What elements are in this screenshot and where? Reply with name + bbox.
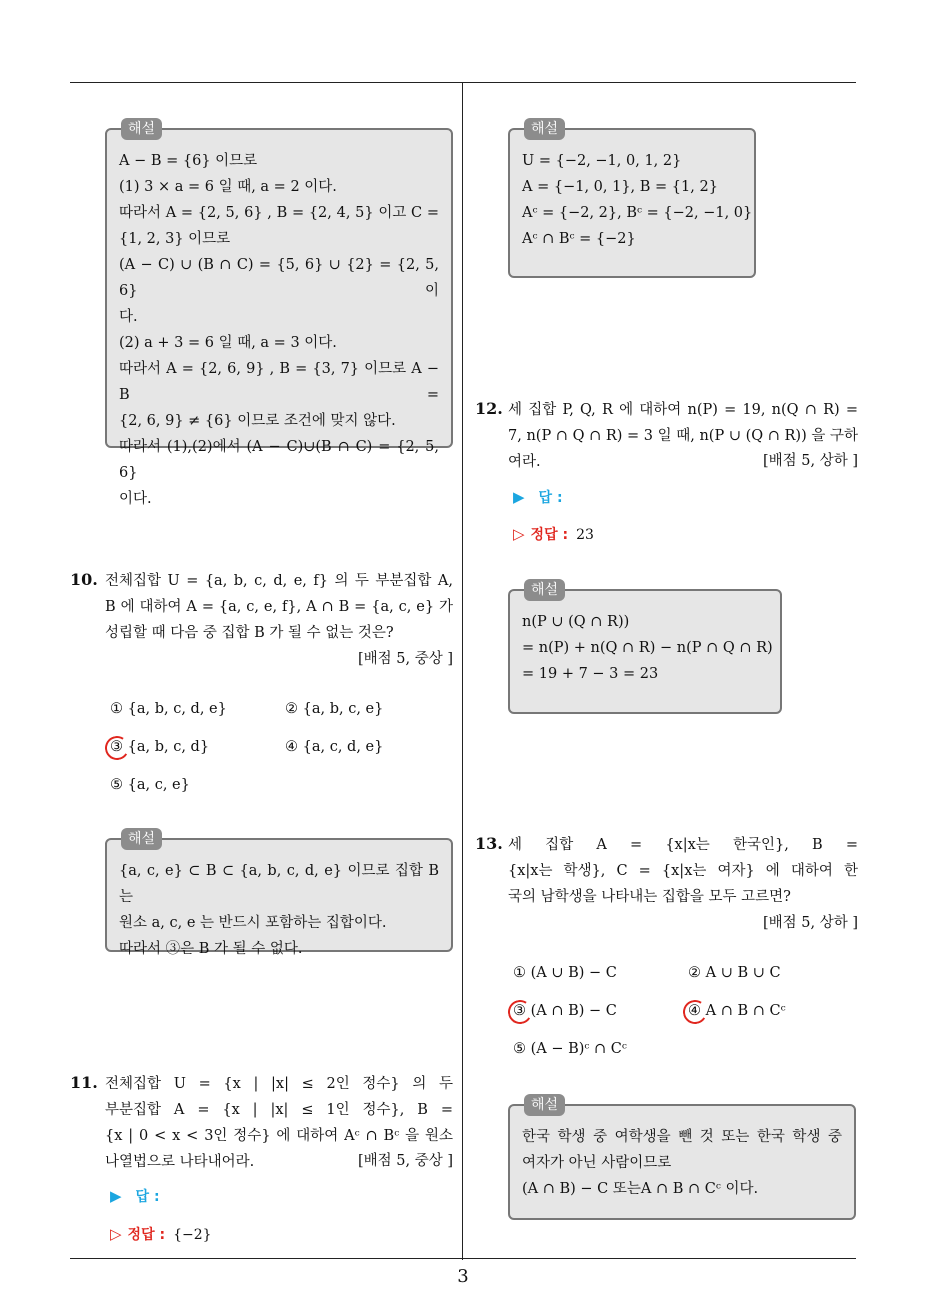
explanation-line: 원소 a, c, e 는 반드시 포함하는 집합이다. [119, 915, 387, 931]
question-13-number: 13. [475, 834, 503, 853]
question-10-number: 10. [70, 570, 98, 589]
explanation-line: n(P ∪ (Q ∩ R)) [522, 614, 630, 630]
question-line: 세 집합 P, Q, R 에 대하여 n(P) = 19, n(Q ∩ R) = [508, 402, 858, 418]
question-line: B 에 대하여 A = {a, c, e, f}, A ∩ B = {a, c, e} 가 [105, 599, 453, 615]
explanation-tag: 해설 [524, 1094, 565, 1116]
explanation-line: = n(P) + n(Q ∩ R) − n(P ∩ Q ∩ R) [522, 640, 773, 656]
explanation-line: A = {−1, 0, 1}, B = {1, 2} [522, 179, 718, 195]
q11-answer-field[interactable] [110, 1186, 160, 1206]
explanation-tag: 해설 [524, 118, 565, 140]
explanation-line: A − B = {6} 이므로 [119, 153, 258, 169]
q13-choice-4[interactable]: ④ A ∩ B ∩ Cᶜ [688, 1003, 786, 1019]
explanation-box-12 [508, 582, 782, 714]
question-line: 전체집합 U = {x | |x| ≤ 2인 정수} 의 두 [105, 1076, 453, 1092]
correct-label: 정답 : [127, 1227, 166, 1243]
q10-choice-1[interactable]: ① {a, b, c, d, e} [110, 701, 227, 717]
q13-choice-1[interactable]: ① (A ∪ B) − C [513, 965, 617, 981]
explanation-line: (A − C) ∪ (B ∩ C) = {5, 6} ∪ {2} = {2, 5, 6} 이 [119, 257, 439, 299]
q11-correct-answer [110, 1224, 212, 1244]
page-number: 3 [457, 1266, 469, 1287]
question-score: [배점 5, 중상 ] [357, 651, 453, 667]
answer-arrow-icon: ▶ [513, 488, 525, 506]
explanation-box-13 [508, 1097, 856, 1220]
q13-choice-3[interactable]: ③ (A ∩ B) − C [513, 1003, 617, 1019]
explanation-line: (A ∩ B) − C 또는A ∩ B ∩ Cᶜ 이다. [522, 1181, 759, 1197]
explanation-line: 다. [119, 309, 138, 325]
explanation-line: Aᶜ = {−2, 2}, Bᶜ = {−2, −1, 0} [522, 205, 753, 221]
explanation-line: 따라서 ③은 B 가 될 수 없다. [119, 941, 303, 957]
q13-choice-5[interactable]: ⑤ (A − B)ᶜ ∩ Cᶜ [513, 1041, 627, 1057]
bottom-rule [70, 1258, 856, 1259]
explanation-box-10 [105, 831, 453, 957]
explanation-tag: 해설 [121, 118, 162, 140]
correct-label: 정답 : [530, 527, 569, 543]
q10-choice-4[interactable]: ④ {a, c, d, e} [285, 739, 384, 755]
question-line: 성립할 때 다음 중 집합 B 가 될 수 없는 것은? [105, 625, 394, 641]
question-line: 전체집합 U = {a, b, c, d, e, f} 의 두 부분집합 A, [105, 573, 453, 589]
column-divider [462, 82, 463, 1260]
answer-arrow-icon: ▶ [110, 1187, 122, 1205]
explanation-box-11 [508, 121, 756, 278]
question-line: 7, n(P ∩ Q ∩ R) = 3 일 때, n(P ∪ (Q ∩ R)) 을 구하 [508, 428, 858, 444]
question-line: {x | 0 < x < 3인 정수} 에 대하여 Aᶜ ∩ Bᶜ 을 원소 [105, 1128, 453, 1144]
explanation-line: 따라서 A = {2, 6, 9} , B = {3, 7} 이므로 A − B = [119, 361, 439, 403]
correct-arrow-icon: ▷ [110, 1225, 122, 1243]
question-line: 여라. [508, 454, 541, 470]
q10-choice-2[interactable]: ② {a, b, c, e} [285, 701, 384, 717]
explanation-line: {a, c, e} ⊂ B ⊂ {a, b, c, d, e} 이므로 집합 B 는 [119, 863, 439, 905]
explanation-line: 따라서 (1),(2)에서 (A − C)∪(B ∩ C) = {2, 5, 6} [119, 439, 439, 481]
question-13-text [508, 832, 858, 936]
q12-correct-answer [513, 524, 594, 544]
explanation-line: 여자가 아닌 사람이므로 [522, 1155, 672, 1171]
question-line: {x|x는 학생}, C = {x|x는 여자} 에 대하여 한 [508, 863, 858, 879]
correct-arrow-icon: ▷ [513, 525, 525, 543]
explanation-line: (2) a + 3 = 6 일 때, a = 3 이다. [119, 335, 337, 351]
correct-value: 23 [576, 527, 594, 543]
correct-value: {−2} [173, 1227, 212, 1243]
q10-choice-5[interactable]: ⑤ {a, c, e} [110, 777, 190, 793]
answer-label: 답 : [135, 1189, 160, 1205]
question-line: 나열법으로 나타내어라. [105, 1154, 255, 1170]
explanation-tag: 해설 [121, 828, 162, 850]
question-score: [배점 5, 상하 ] [762, 915, 858, 931]
question-line: 국의 남학생을 나타내는 집합을 모두 고르면? [508, 889, 791, 905]
explanation-line: (1) 3 × a = 6 일 때, a = 2 이다. [119, 179, 337, 195]
explanation-line: = 19 + 7 − 3 = 23 [522, 666, 659, 682]
question-11-number: 11. [70, 1073, 98, 1092]
top-rule [70, 82, 856, 83]
question-score: [배점 5, 중상 ] [357, 1153, 453, 1169]
question-line: 세 집합 A = {x|x는 한국인}, B = [508, 837, 858, 853]
explanation-line: Aᶜ ∩ Bᶜ = {−2} [522, 231, 636, 247]
question-score: [배점 5, 상하 ] [762, 453, 858, 469]
explanation-box-9 [105, 121, 453, 507]
question-10-text [105, 568, 453, 672]
question-line: 부분집합 A = {x | |x| ≤ 1인 정수}, B = [105, 1102, 453, 1118]
q12-answer-field[interactable] [513, 487, 563, 507]
q13-choice-2[interactable]: ② A ∪ B ∪ C [688, 965, 781, 981]
explanation-line: 한국 학생 중 여학생을 뺀 것 또는 한국 학생 중 [522, 1129, 842, 1145]
explanation-line: U = {−2, −1, 0, 1, 2} [522, 153, 682, 169]
answer-label: 답 : [538, 490, 563, 506]
explanation-tag: 해설 [524, 579, 565, 601]
explanation-line: {1, 2, 3} 이므로 [119, 231, 231, 247]
question-12-number: 12. [475, 399, 503, 418]
explanation-line: 이다. [119, 491, 152, 507]
explanation-line: 따라서 A = {2, 5, 6} , B = {2, 4, 5} 이고 C = [119, 205, 439, 221]
q10-choice-3[interactable]: ③ {a, b, c, d} [110, 739, 210, 755]
explanation-line: {2, 6, 9} ≠ {6} 이므로 조건에 맞지 않다. [119, 413, 396, 429]
